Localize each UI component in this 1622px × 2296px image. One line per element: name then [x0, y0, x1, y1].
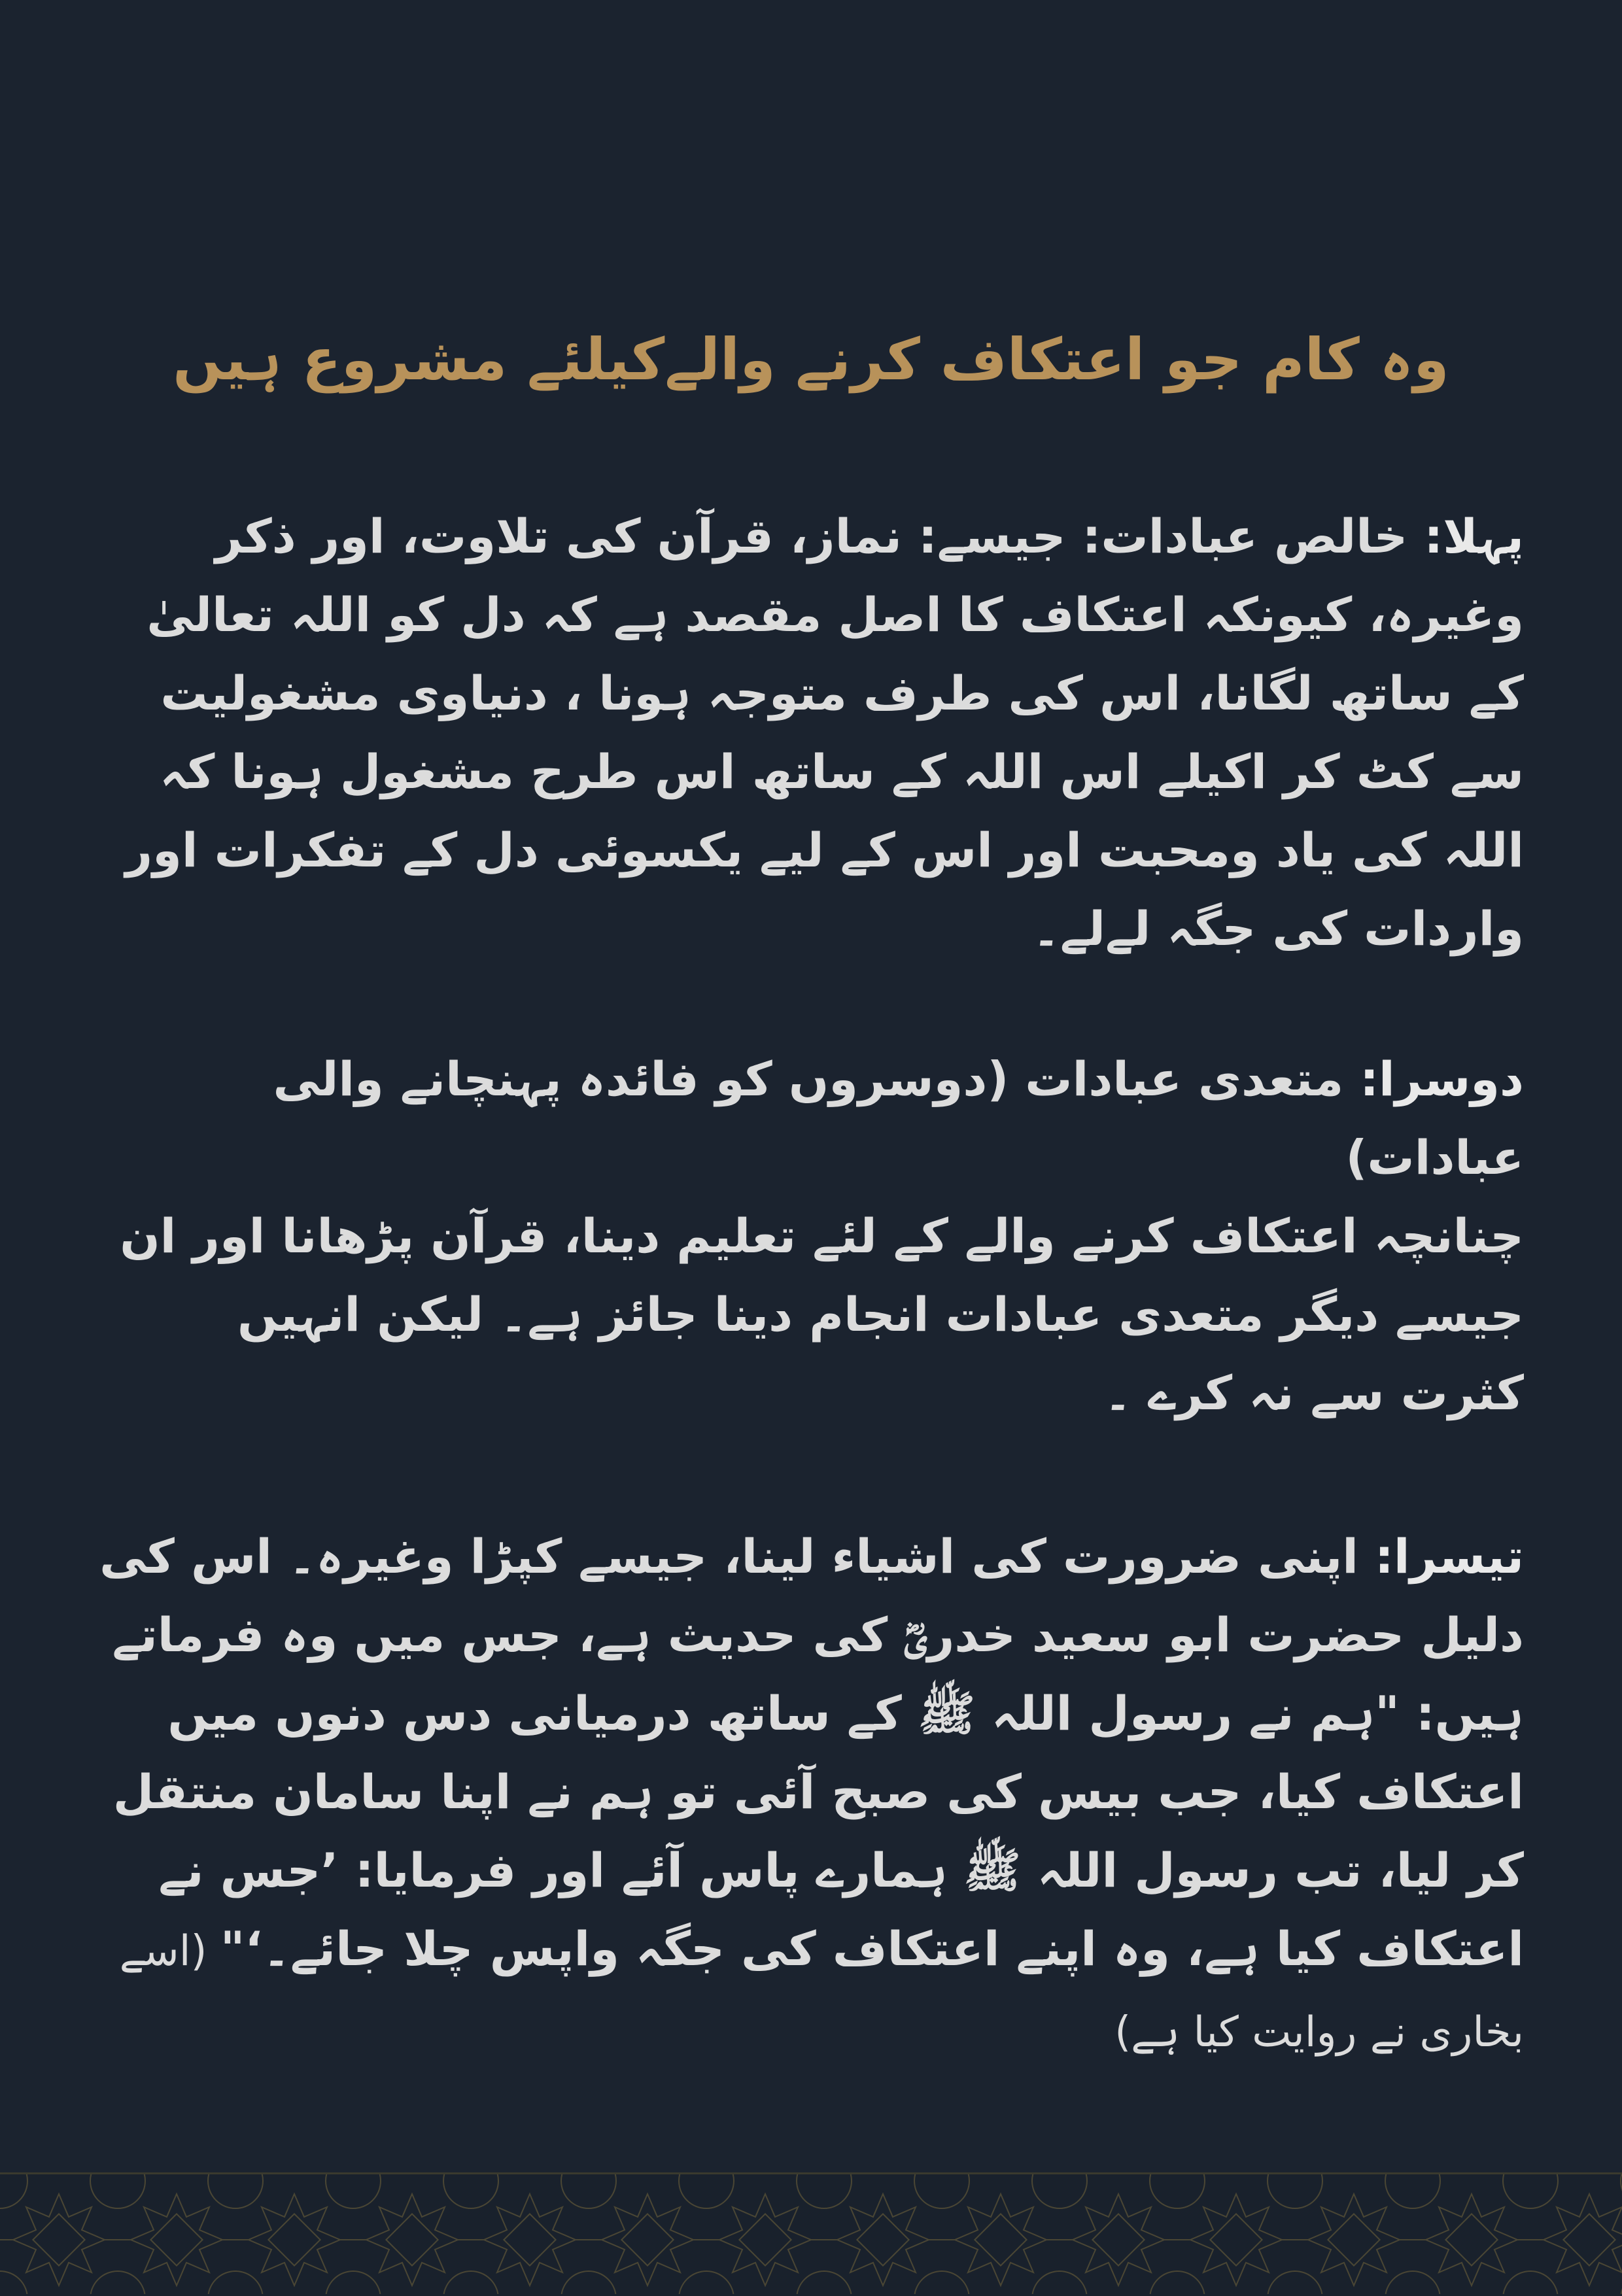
section-first-label: پہلا: [1424, 509, 1524, 564]
section-third [98, 1517, 1524, 2072]
section-second-text: چنانچہ اعتکاف کرنے والے کے لئے تعلیم دینا، قرآن پڑھانا اور ان جیسے دیگر متعدی عبادات انجام دینا جائز ہے۔ لیکن انہیں کثرت سے نہ کرے ۔ [120, 1208, 1524, 1420]
section-second-heading [98, 1040, 1524, 1197]
hadith-reference: (اسے بخاری نے روایت کیا ہے) [119, 1927, 1524, 2057]
decorative-pattern-band [0, 2172, 1622, 2296]
section-third-text: اپنی ضرورت کی اشیاء لینا، جیسے کپڑا وغیرہ۔ اس کی دلیل حضرت ابو سعید خدریؓ کی حدیث ہے، جس میں وہ فرماتے ہیں: "ہم نے رسول اللہ ﷺ کے ساتھ درمیانی دس دنوں میں اعتکاف کیا، جب بیس کی صبح آئی تو ہم نے اپنا سامان منتقل کر لیا، تب رسول اللہ ﷺ ہمارے پاس آئے اور فرمایا: ’جس نے اعتکاف کیا ہے، وہ اپنے اعتکاف کی جگہ واپس چلا جائے۔‘" [99, 1529, 1524, 1976]
section-third-label: تیسرا: [1375, 1529, 1524, 1584]
section-first-text: خالص عبادات: جیسے: نماز، قرآن کی تلاوت، اور ذکر وغیرہ، کیونکہ اعتکاف کا اصل مقصد ہے کہ دل کو اللہ تعالیٰ کے ساتھ لگانا، اس کی طرف متوجہ ہونا ، دنیاوی مشغولیت سے کٹ کر اکیلے اس اللہ کے ساتھ اس طرح مشغول ہونا کہ اللہ کی یاد ومحبت اور اس کے لیے یکسوئی دل کے تفکرات اور واردات کی جگہ لےلے۔ [125, 509, 1524, 956]
section-first [98, 497, 1524, 968]
page-title: وہ کام جو اعتکاف کرنے والےکیلئے مشروع ہیں [173, 326, 1449, 393]
section-second-heading-text: متعدی عبادات (دوسروں کو فائدہ پہنچانے والی عبادات) [273, 1052, 1524, 1185]
section-second-label: دوسرا: [1360, 1052, 1524, 1106]
geometric-pattern-icon [0, 2174, 1622, 2294]
